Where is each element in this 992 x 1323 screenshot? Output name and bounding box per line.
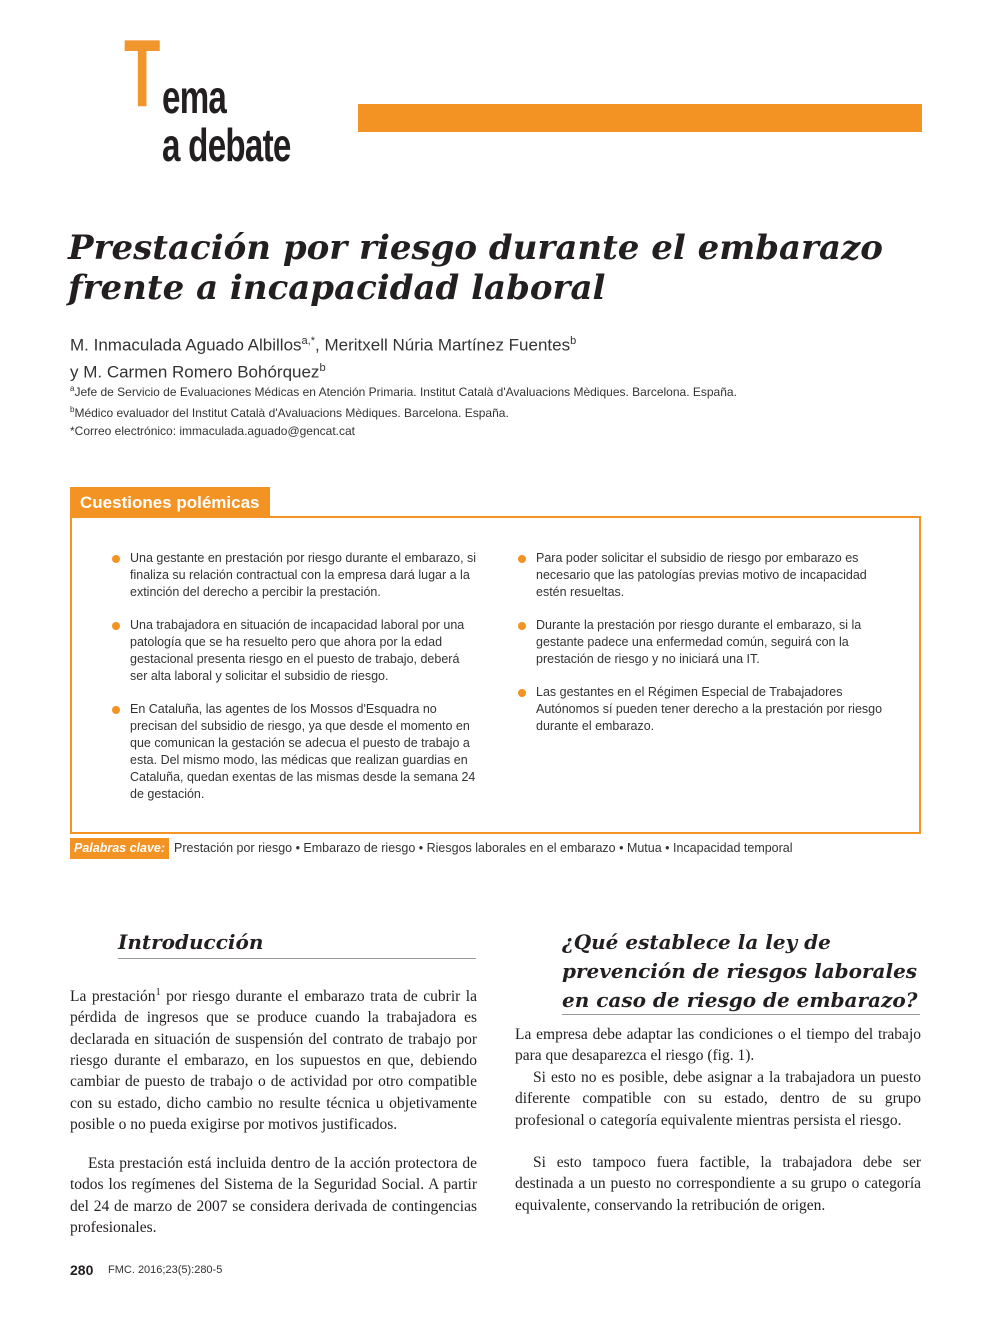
keywords-text: Prestación por riesgo • Embarazo de riesgo • Riesgos laborales en el embarazo • Mutua • Incapacidad temporal — [174, 841, 793, 855]
page-number: 280 — [70, 1262, 94, 1278]
logo-line-1: ema — [162, 71, 227, 123]
journal-citation: FMC. 2016;23(5):280-5 — [108, 1264, 223, 1276]
reference-marker: 1 — [155, 987, 161, 998]
section-logo — [124, 20, 354, 171]
author-marker: b — [570, 335, 577, 347]
title-line-2: frente a incapacidad laboral — [68, 268, 606, 308]
author-list — [70, 330, 930, 383]
header-accent-bar — [358, 104, 922, 132]
affiliation-marker: b — [70, 405, 75, 414]
paragraph: Si esto no es posible, debe asignar a la trabajadora un puesto diferente compatible con su estado, dentro de su grupo profesional o categoría equivalente mientras persista el riesgo. — [515, 1069, 921, 1129]
author-marker: b — [319, 361, 326, 374]
affiliations — [70, 380, 930, 440]
heading-ley: ¿Qué establece la ley de prevención de riesgos laborales en caso de riesgo de embarazo? — [562, 930, 918, 1012]
affiliation-marker: a — [70, 384, 75, 393]
cuestiones-right-column — [516, 550, 886, 751]
affiliation-b — [70, 401, 930, 422]
paragraph-text: La prestación — [70, 988, 156, 1006]
paragraph — [70, 982, 477, 1135]
cuestiones-box — [70, 516, 921, 834]
affiliation-text: Jefe de Servicio de Evaluaciones Médicas en Atención Primaria. Institut Català d'Avaluacions Mèdiques. Barcelona. España. — [74, 385, 737, 399]
bullet-item: Una trabajadora en situación de incapacidad laboral por una patología que se ha resuelto pero que ahora por la edad gestacional presenta riesgo en el puesto de trabajo, deberá ser alta laboral y solicitar el subsidio de riesgo. — [110, 617, 480, 685]
keywords-label: Palabras clave: — [70, 838, 169, 859]
heading-rule — [118, 958, 476, 959]
bullet-item: Para poder solicitar el subsidio de riesgo por embarazo es necesario que las patologías previas motivo de incapacidad estén resueltas. — [516, 550, 886, 601]
author-name: , Meritxell Núria Martínez Fuentes — [315, 335, 571, 355]
logo-letter: T — [124, 20, 161, 127]
paragraph: Si esto tampoco fuera factible, la trabajadora debe ser destinada a un puesto no correspondiente a su grupo o categoría equivalente, conservando la retribución de origen. — [515, 1154, 921, 1214]
author-name: M. Inmaculada Aguado Albillos — [70, 335, 302, 355]
heading-rule — [562, 1014, 920, 1015]
author-marker: a,* — [301, 335, 316, 347]
affiliation-text: Médico evaluador del Institut Català d'Avaluacions Mèdiques. Barcelona. España. — [74, 406, 509, 420]
bullet-item: Las gestantes en el Régimen Especial de Trabajadores Autónomos sí pueden tener derecho a la prestación por riesgo durante el embarazo. — [516, 684, 886, 735]
bullet-item: Durante la prestación por riesgo durante el embarazo, si la gestante padece una enfermedad común, seguirá con la prestación de riesgo y no iniciará una IT. — [516, 617, 886, 668]
cuestiones-label: Cuestiones polémicas — [70, 487, 270, 517]
cuestiones-left-column — [110, 550, 480, 819]
bullet-item: Una gestante en prestación por riesgo durante el embarazo, si finaliza su relación contractual con la empresa dará lugar a la extinción del derecho a percibir la prestación. — [110, 550, 480, 601]
title-line-1: Prestación por riesgo durante el embarazo — [68, 228, 883, 268]
author-name: y M. Carmen Romero Bohórquez — [70, 362, 320, 382]
email-line: *Correo electrónico: immaculada.aguado@gencat.cat — [70, 424, 356, 438]
paragraph-text: por riesgo durante el embarazo trata de cubrir la pérdida de ingresos que se produce cuando la trabajadora es declarada en situación de suspensión del contrato de trabajo por riesgo durante el embarazo, en los supuestos en que, debiendo cambiar de puesto de trabajo o de actividad por otro compatible con su estado, dicho cambio no resulte técnica u objetivamente posible o no pueda exigirse por motivos justificados. — [70, 988, 477, 1133]
paragraph: La empresa debe adaptar las condiciones o el tiempo del trabajo para que desaparezca el riesgo (fig. 1). — [515, 1026, 921, 1065]
logo-line-2: a debate — [162, 119, 291, 171]
bullet-item: En Cataluña, las agentes de los Mossos d'Esquadra no precisan del subsidio de riesgo, ya que desde el momento en que comunican la gestación se adecua el puesto de trabajo a esta. Del mismo modo, las médicas que realizan guardias en Cataluña, quedan exentas de las mismas desde la semana 24 de gestación. — [110, 701, 480, 803]
paragraph: Esta prestación está incluida dentro de la acción protectora de todos los regímenes del Sistema de la Seguridad Social. A partir del 24 de marzo de 2007 se considera derivada de contingencias profesionales. — [70, 1155, 477, 1236]
article-title — [68, 228, 938, 308]
heading-introduccion: Introducción — [118, 930, 264, 954]
affiliation-a — [70, 380, 930, 401]
